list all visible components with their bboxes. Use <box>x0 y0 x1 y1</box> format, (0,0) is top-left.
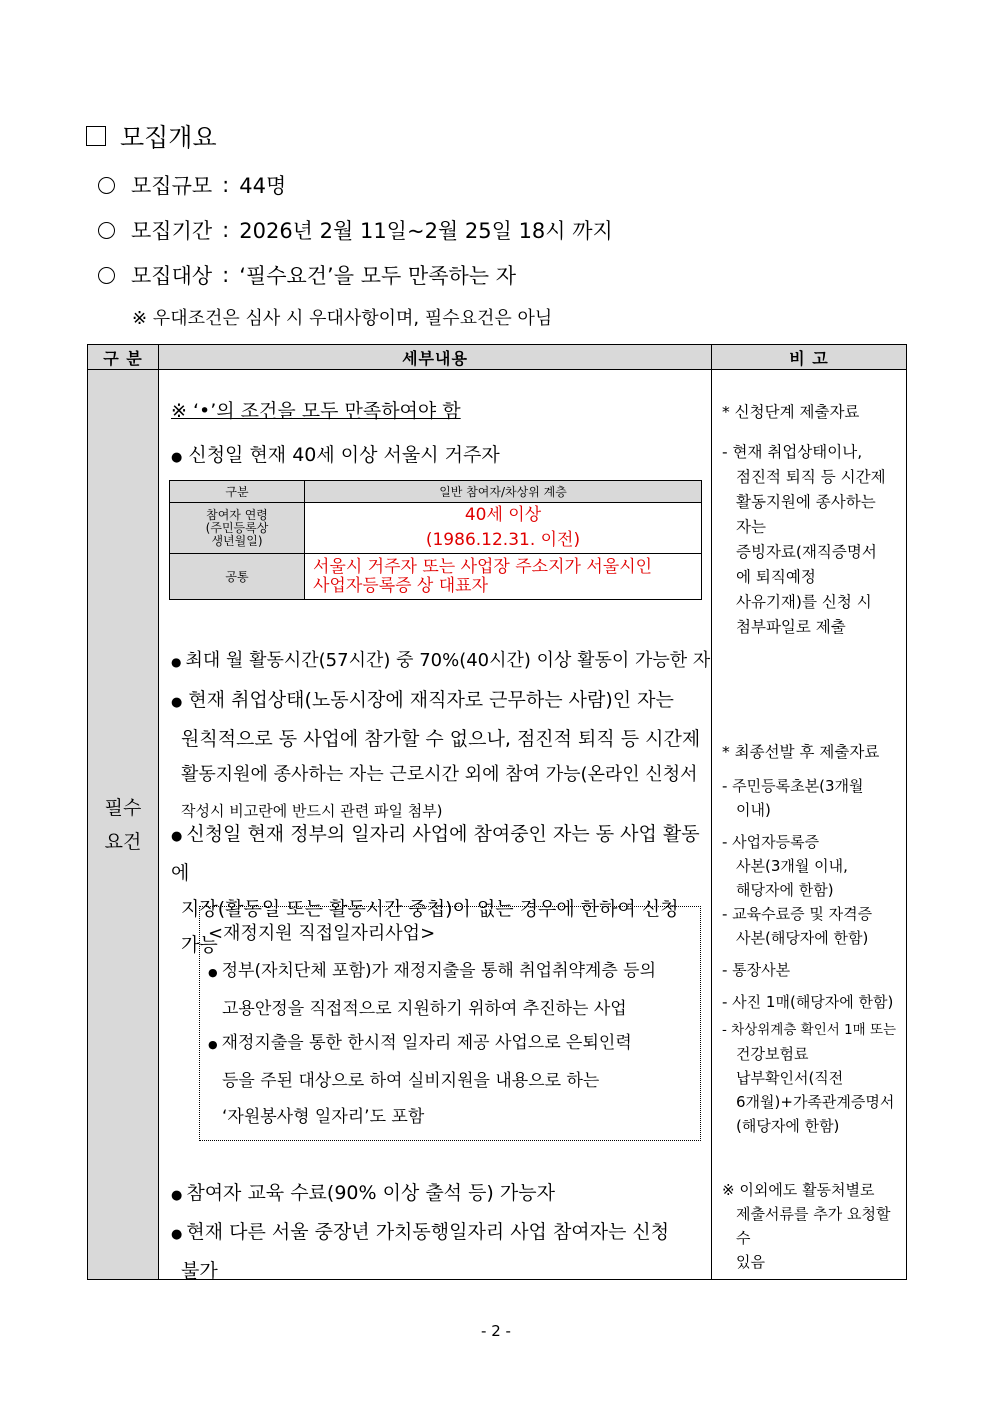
requirement-activity-hours: ● 최대 월 활동시간(57시간) 중 70%(40시간) 이상 활동이 가능한 자 <box>171 650 711 671</box>
section-heading <box>86 118 217 154</box>
page-number: - 2 - <box>481 1322 511 1340</box>
inner-header-category: 구분 <box>170 481 305 503</box>
category-cell <box>88 370 159 1280</box>
condition-intro: ※ ‘•’의 조건을 모두 만족하여야 함 <box>171 400 461 422</box>
details-cell <box>159 370 712 1280</box>
remarks-final-heading: * 최종선발 후 제출자료 <box>722 743 880 761</box>
item-label: 모집대상 <box>131 264 213 288</box>
circle-bullet-icon <box>98 222 115 239</box>
header-remarks: 비 고 <box>712 345 907 370</box>
age-value: 40세 이상 (1986.12.31. 이전) <box>305 503 702 554</box>
recruit-period-item: 모집기간 : 2026년 2월 11일~2월 25일 18시 까지 <box>98 215 613 245</box>
header-category: 구 분 <box>88 345 159 370</box>
checkbox-square-icon <box>86 126 106 146</box>
remarks-application-heading: * 신청단계 제출자료 <box>722 403 860 421</box>
common-value: 서울시 거주자 또는 사업장 주소지가 서울시인 사업자등록증 상 대표자 <box>305 554 702 600</box>
remarks-footnote: ※ 이외에도 활동처별로 제출서류를 추가 요청할 수 있음 <box>722 1181 891 1271</box>
inner-header-general: 일반 참여자/차상위 계층 <box>305 481 702 503</box>
common-label: 공통 <box>170 554 305 600</box>
remarks-cell <box>712 370 907 1280</box>
recruit-target-item: 모집대상 : ‘필수요건’을 모두 만족하는 자 <box>98 260 516 290</box>
item-value: ‘필수요건’을 모두 만족하는 자 <box>239 264 517 288</box>
requirement-no-duplicate: ● 현재 다른 서울 중장년 가치동행일자리 사업 참여자는 신청 불가 <box>171 1221 670 1282</box>
remarks-final-list: - 주민등록초본(3개월 이내) - 사업자등록증 사본(3개월 이내, 해당자에 한함) - 교육수료증 및 자격증 사본(해당자에 한함) - 통장사본 - 사진 1매(해당자에 한함) - 차상위계층 확인서 1매 또는 건강보험료 납부확인서(직전 6개월)+가족관계증명서 (해당자에 한함) <box>722 777 897 1135</box>
item-value: 44명 <box>239 174 287 198</box>
item-label: 모집규모 <box>131 174 213 198</box>
remarks-application-text: - 현재 취업상태이나, 점진적 퇴직 등 시간제 활동지원에 종사하는 자는 증빙자료(재직증명서 에 퇴직예정 사유기재)를 신청 시 첨부파일로 제출 <box>722 443 886 636</box>
direct-job-program-box <box>199 906 701 1141</box>
requirement-age-residence: ● 신청일 현재 40세 이상 서울시 거주자 <box>171 444 500 466</box>
requirement-govt-jobs: ● 신청일 현재 정부의 일자리 사업에 참여중인 자는 동 사업 활동에 지장(활동일 또는 활동시간 중첩)이 없는 경우에 한하여 신청 가능 <box>171 823 700 956</box>
circle-bullet-icon <box>98 267 115 284</box>
category-line: 요건 <box>104 830 142 853</box>
requirements-table <box>87 344 907 1280</box>
header-details: 세부내용 <box>159 345 712 370</box>
circle-bullet-icon <box>98 177 115 194</box>
requirement-education: ● 참여자 교육 수료(90% 이상 출석 등) 가능자 <box>171 1182 555 1204</box>
category-line: 필수 <box>104 796 142 819</box>
requirement-employment-status: ● 현재 취업상태(노동시장에 재직자로 근무하는 사람)인 자는 원칙적으로 동 사업에 참가할 수 없으나, 점진적 퇴직 등 시간제 활동지원에 종사하는 자는 근로시간 외에 참여 가능(온라인 신청서 작성시 비고란에 반드시 관련 파일 첨부) <box>171 689 701 820</box>
box-bullet-1: ● 정부(자치단체 포함)가 재정지출을 통해 취업취약계층 등의 고용안정을 직접적으로 지원하기 위하여 추진하는 사업 <box>208 961 657 1019</box>
box-title: <재정지원 직접일자리사업> <box>208 923 436 944</box>
box-bullet-2: ● 재정지출을 통한 한시적 일자리 제공 사업으로 은퇴인력 등을 주된 대상으로 하여 실비지원을 내용으로 하는 ‘자원봉사형 일자리’도 포함 <box>208 1033 632 1127</box>
section-title: 모집개요 <box>120 123 217 152</box>
item-value: 2026년 2월 11일~2월 25일 18시 까지 <box>239 219 613 243</box>
age-label: 참여자 연령 (주민등록상 생년월일) <box>170 503 305 554</box>
age-criteria-table <box>169 480 702 600</box>
item-label: 모집기간 <box>131 219 213 243</box>
preference-note: ※ 우대조건은 심사 시 우대사항이며, 필수요건은 아님 <box>132 308 553 329</box>
recruit-size-item: 모집규모 : 44명 <box>98 170 286 200</box>
